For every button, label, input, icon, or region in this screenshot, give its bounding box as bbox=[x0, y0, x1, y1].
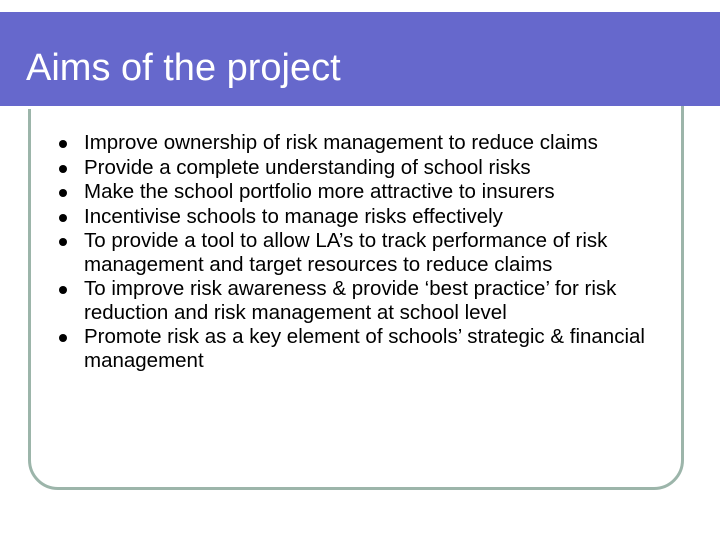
bullet-item bbox=[58, 180, 678, 204]
bullet-item bbox=[58, 131, 678, 155]
slide-title: Aims of the project bbox=[26, 47, 341, 89]
bullet-item bbox=[58, 277, 678, 324]
bullet-dot-icon bbox=[59, 286, 67, 294]
bullet-text: Promote risk as a key element of schools’ strategic & financial management bbox=[84, 325, 645, 372]
bullet-text: Improve ownership of risk management to reduce claims bbox=[84, 131, 598, 154]
title-bar-tab bbox=[682, 12, 720, 106]
title-underline bbox=[0, 106, 636, 109]
bullet-item bbox=[58, 205, 678, 229]
bullet-dot-icon bbox=[59, 238, 67, 246]
bullet-text: To provide a tool to allow LA’s to track performance of risk management and target resources to reduce claims bbox=[84, 229, 608, 276]
bullet-list bbox=[58, 131, 678, 373]
bullet-dot-icon bbox=[59, 214, 67, 222]
bullet-item bbox=[58, 156, 678, 180]
bullet-text: Provide a complete understanding of school risks bbox=[84, 155, 531, 179]
bullet-text: Incentivise schools to manage risks effectively bbox=[84, 204, 503, 228]
bullet-item bbox=[58, 229, 678, 276]
bullet-dot-icon bbox=[59, 334, 67, 342]
bullet-dot-icon bbox=[59, 140, 67, 148]
bullet-item bbox=[58, 325, 678, 372]
bullet-text: To improve risk awareness & provide ‘best practice’ for risk reduction and risk management at school level bbox=[84, 277, 617, 324]
bullet-dot-icon bbox=[59, 189, 67, 197]
bullet-dot-icon bbox=[59, 165, 67, 173]
bullet-text: Make the school portfolio more attractive to insurers bbox=[84, 180, 555, 203]
title-bar bbox=[0, 12, 720, 106]
